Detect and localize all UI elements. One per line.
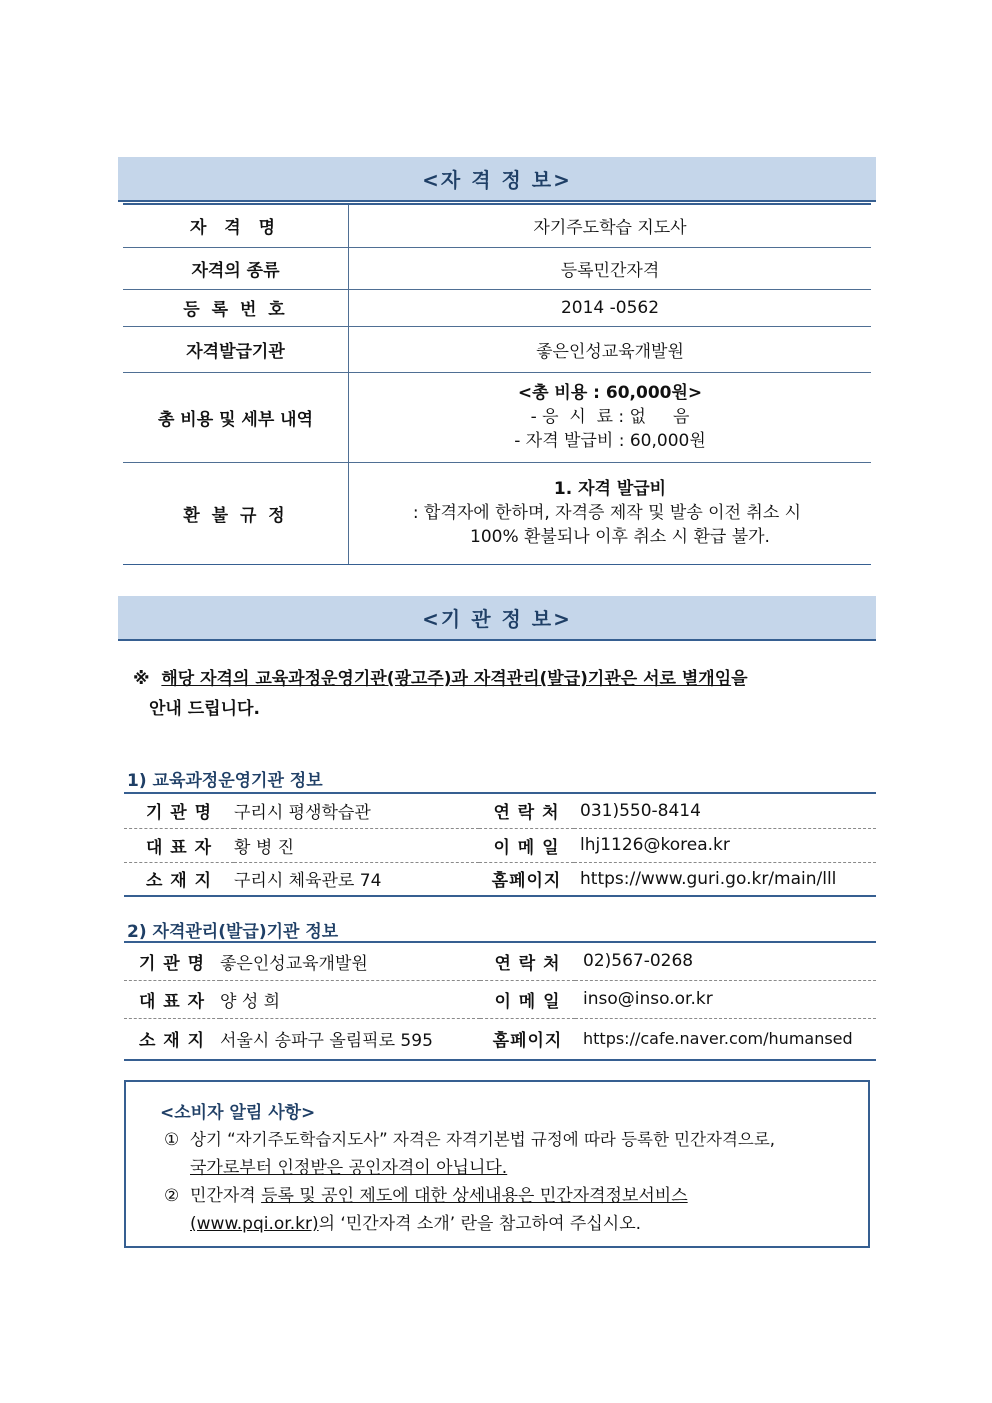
table-row: [123, 462, 871, 564]
org-name-label: 기 관 명: [124, 793, 234, 828]
email-value: lhj1126@korea.kr: [574, 828, 876, 862]
email-label: 이 메 일: [480, 980, 575, 1018]
refund-label: 환 불 규 정: [123, 462, 349, 564]
notice-item-text: 국가로부터 인정받은 공인자격이 아닙니다.: [190, 1158, 508, 1178]
organization-info-title: <기 관 정 보>: [422, 607, 572, 631]
table-row: [123, 372, 871, 462]
consumer-notice-heading: <소비자 알림 사항>: [160, 1103, 316, 1123]
representative-label: 대 표 자: [124, 980, 220, 1018]
notice: [133, 664, 853, 724]
circled-two: ②: [164, 1186, 180, 1206]
table-row: [123, 326, 871, 372]
table-row: [124, 793, 876, 828]
org-name-label: 기 관 명: [124, 942, 220, 980]
refund-line: : 합격자에 한하며, 자격증 제작 및 발송 이전 취소 시: [412, 503, 802, 523]
address-value: 서울시 송파구 올림픽로 595: [220, 1018, 480, 1060]
table-row: [123, 247, 871, 289]
org-name-value: 구리시 평생학습관: [234, 793, 479, 828]
notice-item-text: 민간자격: [190, 1186, 262, 1206]
homepage-link[interactable]: https://www.guri.go.kr/main/lll: [574, 862, 876, 896]
organization-info-header: [118, 596, 876, 641]
registration-number-label: 등 록 번 호: [123, 289, 349, 326]
edu-org-table: [124, 792, 876, 897]
contact-label: 연 락 처: [480, 942, 575, 980]
email-label: 이 메 일: [479, 828, 574, 862]
table-row: [124, 1018, 876, 1060]
representative-label: 대 표 자: [124, 828, 234, 862]
homepage-label: 홈페이지: [479, 862, 574, 896]
qualification-name-label: 자 격 명: [123, 204, 349, 247]
cost-issue-fee: - 자격 발급비 : 60,000원: [514, 431, 706, 451]
notice-text-tail: 을: [731, 669, 748, 689]
notice-item-text: 의 ‘민간자격 소개’ 란을 참고하여 주십시오.: [318, 1214, 642, 1234]
qualification-info-title: <자 격 정 보>: [422, 168, 572, 192]
refund-line: 100% 환불되나 이후 취소 시 환급 불가.: [470, 527, 770, 547]
cost-total: <총 비용 : 60,000원>: [517, 383, 703, 403]
consumer-notice-item-1: [164, 1126, 864, 1182]
mgmt-org-title: 2) 자격관리(발급)기관 정보: [127, 922, 339, 942]
refund-details: [349, 462, 872, 564]
table-row: [124, 942, 876, 980]
notice-line2: 안내 드립니다.: [149, 699, 260, 719]
mgmt-org-table: [124, 941, 876, 1061]
contact-label: 연 락 처: [479, 793, 574, 828]
qualification-name-value: 자기주도학습 지도사: [349, 204, 872, 247]
qualification-info-header: [118, 157, 876, 202]
org-name-value: 좋은인성교육개발원: [220, 942, 480, 980]
notice-text: 해당 자격의 교육과정운영기관(광고주)과 자격관리(발급)기관은 서로 별개임: [161, 669, 732, 689]
address-label: 소 재 지: [124, 1018, 220, 1060]
cost-details: [349, 372, 872, 462]
contact-value: 02)567-0268: [575, 942, 876, 980]
contact-value: 031)550-8414: [574, 793, 876, 828]
table-row: [123, 204, 871, 247]
address-value: 구리시 체육관로 74: [234, 862, 479, 896]
table-row: [124, 862, 876, 896]
email-value: inso@inso.or.kr: [575, 980, 876, 1018]
table-row: [123, 289, 871, 326]
qualification-type-value: 등록민간자격: [349, 247, 872, 289]
cost-exam-fee: - 응 시 료 : 없 음: [530, 407, 690, 427]
homepage-link[interactable]: https://cafe.naver.com/humansed: [575, 1018, 876, 1060]
reference-mark: ※: [133, 669, 150, 689]
notice-item-text: 상기 “자기주도학습지도사” 자격은 자격기본법 규정에 따라 등록한 민간자격으로,: [190, 1130, 776, 1149]
refund-title: 1. 자격 발급비: [553, 479, 667, 499]
issuing-agency-label: 자격발급기관: [123, 326, 349, 372]
address-label: 소 재 지: [124, 862, 234, 896]
consumer-notice-box: [124, 1080, 870, 1248]
table-row: [124, 828, 876, 862]
representative-value: 황 병 진: [234, 828, 479, 862]
registration-number-value: 2014 -0562: [349, 289, 872, 326]
qualification-table: [123, 203, 871, 565]
table-row: [124, 980, 876, 1018]
cost-label: 총 비용 및 세부 내역: [123, 372, 349, 462]
pqi-link[interactable]: (www.pqi.or.kr): [190, 1214, 319, 1234]
issuing-agency-value: 좋은인성교육개발원: [349, 326, 872, 372]
notice-item-text: 등록 및 공인 제도에 대한 상세내용은 민간자격정보서비스: [261, 1186, 688, 1206]
qualification-type-label: 자격의 종류: [123, 247, 349, 289]
consumer-notice-item-2: [164, 1182, 864, 1238]
homepage-label: 홈페이지: [480, 1018, 575, 1060]
representative-value: 양 성 희: [220, 980, 480, 1018]
edu-org-title: 1) 교육과정운영기관 정보: [127, 771, 323, 791]
circled-one: ①: [164, 1130, 180, 1150]
